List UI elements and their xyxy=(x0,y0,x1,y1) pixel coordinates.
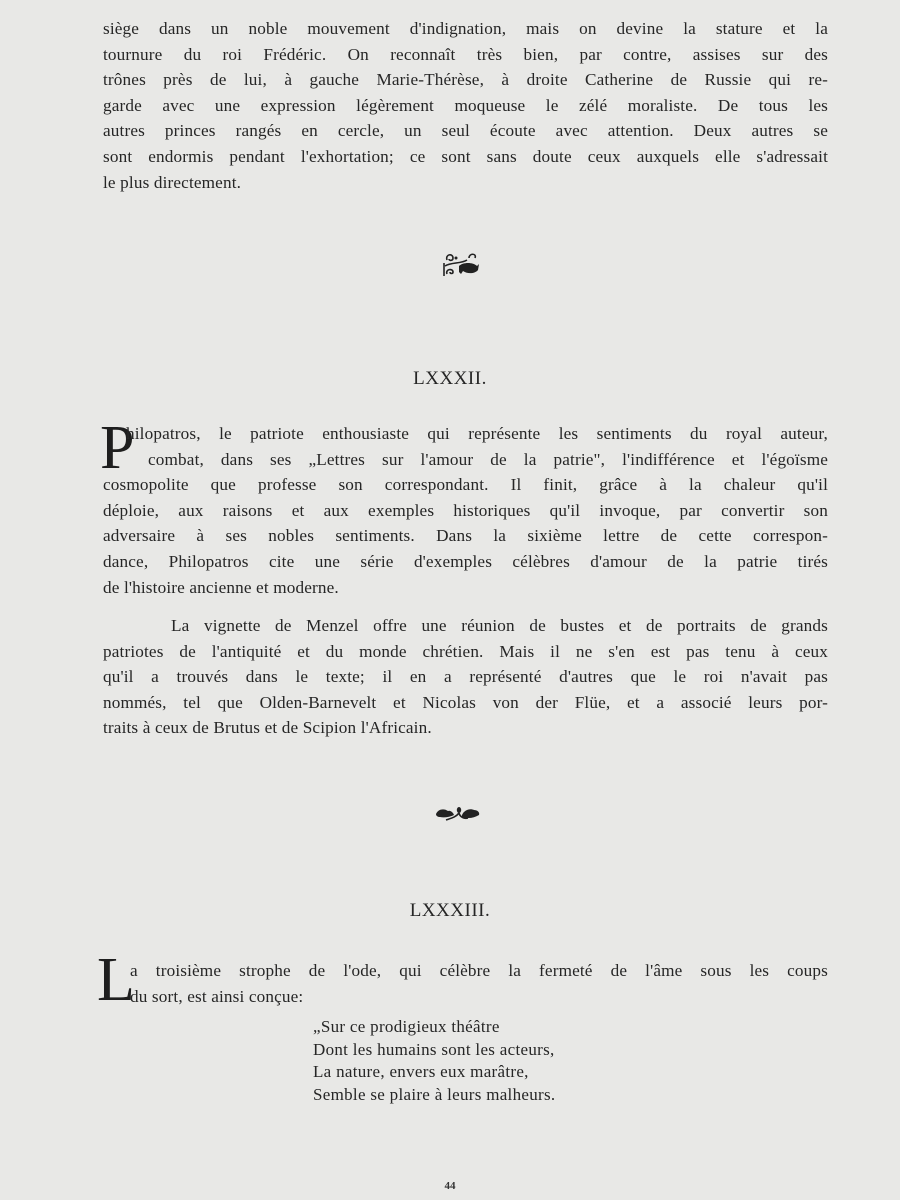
text-line: hilopatros, le patriote enthousiaste qui représente les sentiments du royal auteur, xyxy=(126,424,828,443)
text-line: a troisième strophe de l'ode, qui célèbre la fermeté de l'âme sous les coups xyxy=(130,961,828,980)
text-line: du sort, est ainsi conçue: xyxy=(130,986,304,1006)
oak-leaf-ornament-icon xyxy=(434,805,482,825)
section-82-paragraph-1 xyxy=(103,421,828,600)
continuation-paragraph xyxy=(103,16,828,195)
text-line: le plus directement. xyxy=(103,172,242,192)
poem-line: Semble se plaire à leurs malheurs. xyxy=(313,1084,556,1104)
text-line: adversaire à ses nobles sentiments. Dans la sixième lettre de cette correspon- xyxy=(103,526,828,546)
text-line: sont endormis pendant l'exhortation; ce sont sans doute ceux auxquels elle s'adressait xyxy=(103,146,828,166)
text-line: garde avec une expression légèrement moqueuse le zélé moraliste. De tous les xyxy=(103,95,828,115)
page-number: 44 xyxy=(444,1180,456,1192)
text-line: autres princes rangés en cercle, un seul écoute avec attention. Deux autres se xyxy=(103,121,828,141)
floral-vignette-ornament-icon xyxy=(441,252,481,278)
text-line: de l'histoire ancienne et moderne. xyxy=(103,577,339,597)
text-line: tournure du roi Frédéric. On reconnaît très bien, par contre, assises sur des xyxy=(103,44,828,64)
text-line: qu'il a trouvés dans le texte; il en a représenté d'autres que le roi n'avait pas xyxy=(103,667,828,687)
section-heading-lxxxiii: LXXXIII. xyxy=(409,900,491,921)
text-line: combat, dans ses „Lettres sur l'amour de la patrie", l'indifférence et l'égoïsme xyxy=(148,449,828,469)
section-83-paragraph xyxy=(103,958,828,1009)
text-line: La vignette de Menzel offre une réunion de bustes et de portraits de grands xyxy=(171,616,828,635)
text-line: patriotes de l'antiquité et du monde chrétien. Mais il ne s'en est pas tenu à ceux xyxy=(103,641,828,661)
text-line: déploie, aux raisons et aux exemples historiques qu'il invoque, par convertir son xyxy=(103,500,828,520)
drop-cap-p: P xyxy=(100,414,135,482)
section-heading-lxxxii: LXXXII. xyxy=(413,368,487,389)
text-line: trônes près de lui, à gauche Marie-Thérèse, à droite Catherine de Russie qui re- xyxy=(103,70,828,90)
text-line: nommés, tel que Olden-Barnevelt et Nicolas von der Flüe, et a associé leurs por- xyxy=(103,692,828,712)
poem-line: Dont les humains sont les acteurs, xyxy=(313,1039,555,1059)
poem-line: La nature, envers eux marâtre, xyxy=(313,1062,529,1081)
drop-cap-l: L xyxy=(97,946,135,1014)
text-line: traits à ceux de Brutus et de Scipion l'Africain. xyxy=(103,718,432,738)
text-line: siège dans un noble mouvement d'indignation, mais on devine la stature et la xyxy=(103,19,828,38)
text-line: dance, Philopatros cite une série d'exemples célèbres d'amour de la patrie tirés xyxy=(103,551,828,571)
poem-line: „Sur ce prodigieux théâtre xyxy=(313,1017,500,1036)
text-line: cosmopolite que professe son correspondant. Il finit, grâce à la chaleur qu'il xyxy=(103,475,828,495)
section-82-paragraph-2 xyxy=(103,613,828,741)
ode-stanza xyxy=(313,1016,653,1106)
